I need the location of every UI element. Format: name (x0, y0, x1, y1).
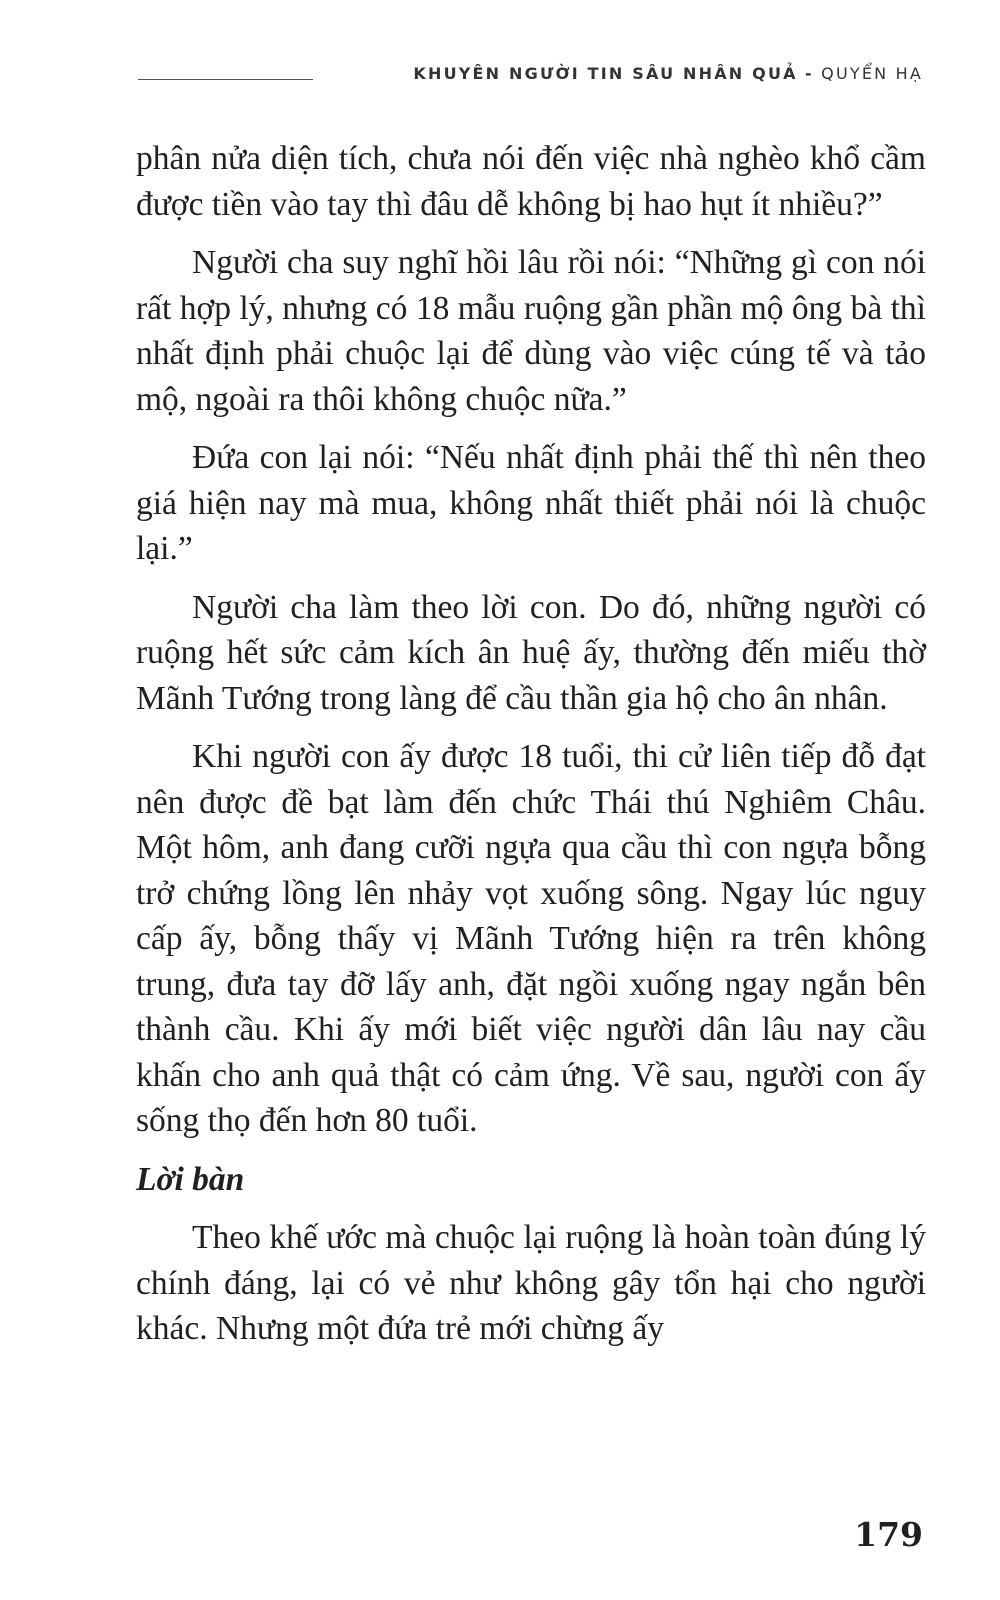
paragraph: Người cha suy nghĩ hồi lâu rồi nói: “Những gì con nói rất hợp lý, nhưng có 18 mẫu ruộng gần phần mộ ông bà thì nhất định phải chuộc lại để dùng vào việc cúng tế và tảo mộ, ngoài ra thôi không chuộc nữa.” (136, 244, 926, 418)
paragraph: Khi người con ấy được 18 tuổi, thi cử liên tiếp đỗ đạt nên được đề bạt làm đến chức Thái thú Nghiêm Châu. Một hôm, anh đang cưỡi ngựa qua cầu thì con ngựa bỗng trở chứng lồng lên nhảy vọt xuống sông. Ngay lúc nguy cấp ấy, bỗng thấy vị Mãnh Tướng hiện ra trên không trung, đưa tay đỡ lấy anh, đặt ngồi xuống ngay ngắn bên thành cầu. Khi ấy mới biết việc người dân lâu nay cầu khấn cho anh quả thật có cảm ứng. Về sau, người con ấy sống thọ đến hơn 80 tuổi. (136, 738, 926, 1139)
paragraph: phân nửa diện tích, chưa nói đến việc nhà nghèo khổ cầm được tiền vào tay thì đâu dễ không bị hao hụt ít nhiều?” (136, 140, 926, 223)
volume-label: QUYỂN HẠ (821, 64, 923, 83)
book-title: KHUYÊN NGƯỜI TIN SÂU NHÂN QUẢ (413, 64, 798, 83)
paragraph: Theo khế ước mà chuộc lại ruộng là hoàn toàn đúng lý chính đáng, lại có vẻ như không gây tổn hại cho người khác. Nhưng một đứa trẻ mới chừng ấy (136, 1219, 926, 1347)
paragraph: Đứa con lại nói: “Nếu nhất định phải thế thì nên theo giá hiện nay mà mua, không nhất thiết phải nói là chuộc lại.” (136, 439, 926, 567)
page-number: 179 (854, 1515, 923, 1554)
header-rule (138, 79, 313, 80)
page-body (136, 136, 926, 1365)
header-separator: - (805, 64, 814, 83)
section-heading: Lời bàn (136, 1160, 245, 1198)
paragraph: Người cha làm theo lời con. Do đó, những người có ruộng hết sức cảm kích ân huệ ấy, thường đến miếu thờ Mãnh Tướng trong làng để cầu thần gia hộ cho ân nhân. (136, 588, 926, 717)
running-header (138, 62, 923, 92)
header-title (413, 64, 923, 83)
